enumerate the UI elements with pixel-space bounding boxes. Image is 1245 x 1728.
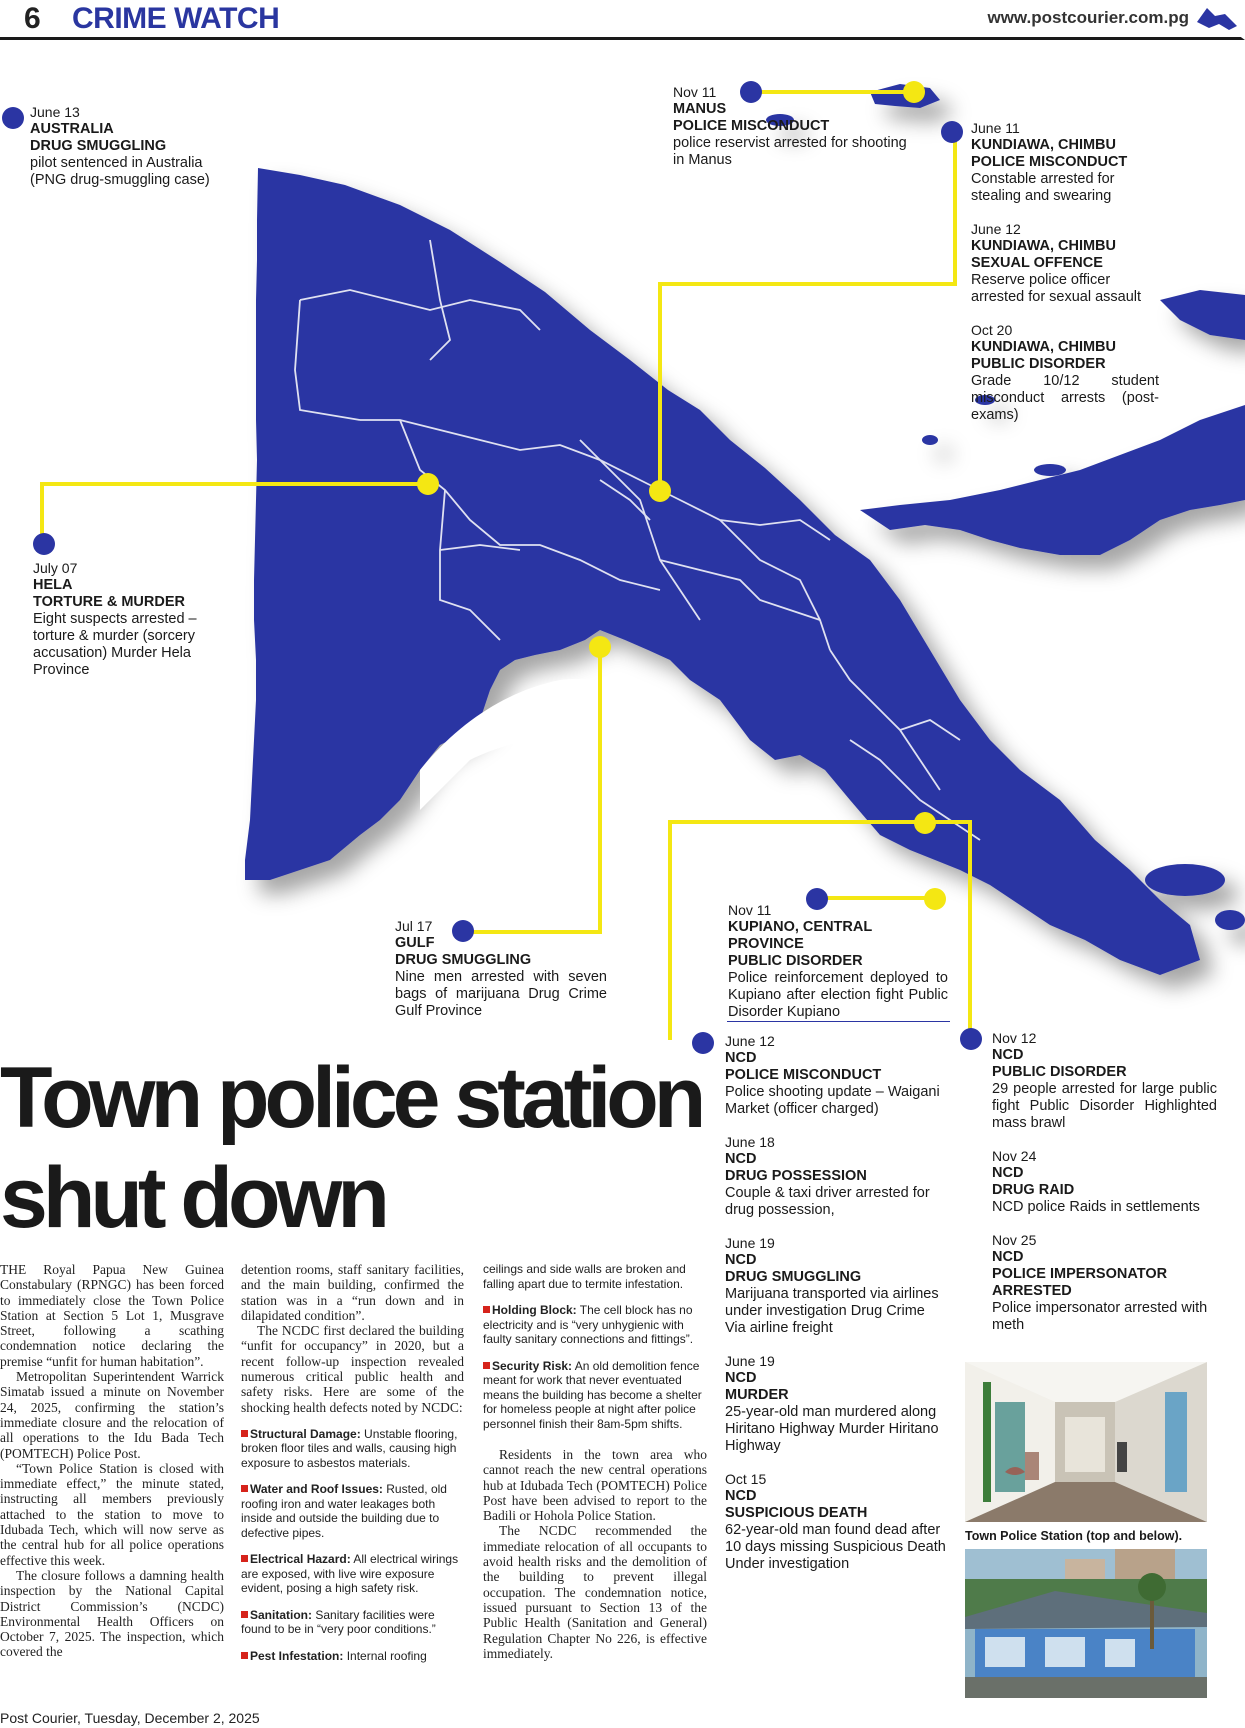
incident-date: June 12	[971, 221, 1021, 237]
incident-kundiawa-2	[971, 221, 1159, 306]
incident-date: Nov 24	[992, 1148, 1037, 1164]
incident-description: 25-year-old man murdered along Hiritano Highway Murder Hiritano Highway	[725, 1404, 939, 1454]
defect-bullet-continued: ceilings and side walls are broken and falling apart due to termite infestation.	[483, 1262, 686, 1291]
incident-date: June 19	[725, 1353, 775, 1369]
incident-location: AUSTRALIA	[30, 121, 114, 137]
defect-bullet: Pest Infestation: Internal roofing	[241, 1649, 464, 1664]
article-paragraph: “Town Police Station is closed with immediate effect,” the minute stated, instructing all members previously attached to the station to move to Idubada Tech, which will now serve as the central hub for all police operations effective this week.	[0, 1460, 224, 1568]
article-paragraph: THE Royal Papua New Guinea Constabulary (RPNGC) has been forced to immediately close the Town Police Station at Section 5 Lot 1, Musgrave Street, following a scathing condemnation notice declaring the premise “unfit for human habitation”.	[0, 1262, 224, 1369]
marker-dot-hela[interactable]	[33, 533, 55, 555]
incident-location: NCD	[725, 1370, 757, 1386]
incident-ncd-4	[725, 1353, 947, 1455]
article-paragraph: Metropolitan Superintendent Warrick Simatab issued a minute on November 24, 2025, confirming the station’s immediate closure and the relocation of all operations to the Idu Bada Tech (POMTECH) Police Post.	[0, 1369, 224, 1461]
corridor-image	[965, 1362, 1207, 1522]
incident-category: POLICE MISCONDUCT	[971, 154, 1128, 170]
incident-kundiawa-3	[971, 322, 1159, 424]
incident-category: SUSPICIOUS DEATH	[725, 1505, 868, 1521]
page-number: 6	[24, 2, 41, 35]
incident-category: POLICE MISCONDUCT	[725, 1067, 882, 1083]
incident-location: KUNDIAWA, CHIMBU	[971, 137, 1116, 153]
incident-location: NCD	[725, 1252, 757, 1268]
defect-bullet: Security Risk: An old demolition fence meant for work that never eventuated means the building has become a shelter for homeless people at night after police personnel finish their 8am-5pm shifts.	[483, 1358, 702, 1431]
article-paragraph: The NCDC first declared the building “unfit for occupancy” in 2020, but a recent follow-up inspection revealed numerous critical public health and safety risks. Here are some of the shocking health defects noted by NCDC:	[241, 1323, 464, 1415]
incident-category: MURDER	[725, 1387, 789, 1403]
incident-date: Oct 20	[971, 322, 1013, 338]
incident-category: TORTURE & MURDER	[33, 594, 185, 610]
incident-ncd-6	[992, 1030, 1217, 1132]
incident-description: NCD police Raids in settlements	[992, 1199, 1200, 1215]
bullet-square-icon	[483, 1306, 490, 1313]
incident-date: July 07	[33, 560, 78, 576]
incident-description: Eight suspects arrested – torture & murder (sorcery accusation) Murder Hela Province	[33, 611, 197, 678]
photo-station-exterior[interactable]	[965, 1549, 1207, 1698]
article-paragraph: Residents in the town area who cannot reach the new central operations hub at Idubada Tech (POMTECH) Police Post have been advised to report to the Badili or Hohola Police Station.	[483, 1447, 707, 1524]
incident-location: KUNDIAWA, CHIMBU	[971, 238, 1116, 254]
incident-date: Nov 11	[673, 84, 717, 100]
article-paragraph: The closure follows a damning health inspection by the National Capital District Commission’s (NCDC) Environmental Health Officers on October 7, 2025. The inspection, which covered the	[0, 1567, 224, 1660]
incident-category: PUBLIC DISORDER	[971, 356, 1106, 372]
article-column-3	[483, 1262, 707, 1661]
incident-description: pilot sentenced in Australia (PNG drug-smuggling case)	[30, 155, 210, 188]
incident-category: DRUG RAID	[992, 1182, 1075, 1198]
marker-yellow-chimbu[interactable]	[649, 480, 671, 502]
incident-location: GULF	[395, 935, 435, 951]
incident-date: June 11	[971, 120, 1020, 136]
incident-category: DRUG POSSESSION	[725, 1168, 867, 1184]
incident-description: Grade 10/12 student misconduct arrests (post-exams)	[971, 373, 1159, 423]
incident-location: HELA	[33, 577, 73, 593]
incident-hela	[33, 560, 242, 679]
article-column-2	[241, 1262, 464, 1675]
incident-description: Police reinforcement deployed to Kupiano after election fight Public Disorder Kupiano	[728, 970, 948, 1020]
incident-date: Nov 25	[992, 1232, 1037, 1248]
incident-description: Reserve police officer arrested for sexual assault	[971, 272, 1142, 305]
incident-category: PUBLIC DISORDER	[992, 1064, 1127, 1080]
article-paragraph: The NCDC recommended the immediate relocation of all occupants to avoid health risks and the demolition of the building to prevent illegal occupation. The condemnation notice, issued pursuant to Section 13 of the Public Health (Sanitation and General) Regulation Chapter No 226, is effective immediately.	[483, 1523, 707, 1661]
article-body	[0, 1262, 710, 1692]
incident-date: Oct 15	[725, 1471, 767, 1487]
section-title: CRIME WATCH	[72, 2, 280, 35]
marker-yellow-hela[interactable]	[417, 473, 439, 495]
defect-bullet: Sanitation: Sanitary facilities were found to be in “very poor conditions.”	[241, 1607, 436, 1637]
incident-ncd-5	[725, 1471, 947, 1573]
incident-description: Police impersonator arrested with meth	[992, 1300, 1208, 1333]
incident-location: NCD	[992, 1249, 1024, 1265]
article-column-1	[0, 1262, 224, 1660]
marker-dot-australia[interactable]	[2, 107, 24, 129]
building-image	[965, 1549, 1207, 1698]
photo-caption: Town Police Station (top and below).	[965, 1529, 1183, 1543]
incident-location: NCD	[725, 1151, 757, 1167]
incident-category: DRUG SMUGGLING	[725, 1269, 862, 1285]
incident-kupiano	[728, 902, 948, 1021]
incident-location: NCD	[992, 1047, 1024, 1063]
incident-ncd-7	[992, 1148, 1217, 1216]
incident-date: Nov 11	[728, 902, 772, 918]
incident-location: NCD	[725, 1488, 757, 1504]
incident-date: June 12	[725, 1033, 775, 1049]
incident-category: POLICE MISCONDUCT	[673, 118, 830, 134]
incident-category: POLICE IMPERSONATOR ARRESTED	[992, 1266, 1168, 1299]
incident-description: Police shooting update – Waigani Market (officer charged)	[725, 1084, 940, 1117]
incident-ncd-right-column	[992, 1030, 1217, 1334]
marker-yellow-gulf[interactable]	[589, 636, 611, 658]
incident-description: 29 people arrested for large public fight Public Disorder Highlighted mass brawl	[992, 1081, 1217, 1131]
incident-description: Nine men arrested with seven bags of marijuana Drug Crime Gulf Province	[395, 969, 607, 1019]
incident-kundiawa-1	[971, 120, 1159, 205]
incident-ncd-left-column	[725, 1033, 947, 1573]
defect-bullet: Structural Damage: Unstable flooring, broken floor tiles and walls, causing high exposure to asbestos materials.	[241, 1426, 458, 1470]
defect-bullet: Holding Block: The cell block has no electricity and is “very unhygienic with faulty sanitary connections and fittings”.	[483, 1303, 694, 1346]
incident-ncd-3	[725, 1235, 947, 1337]
bullet-square-icon	[241, 1485, 248, 1492]
incident-date: June 18	[725, 1134, 775, 1150]
headline-line-2: shut down	[0, 1150, 385, 1246]
incident-australia	[30, 104, 230, 189]
incident-location: KUPIANO, CENTRAL PROVINCE	[728, 919, 872, 952]
defect-bullet: Electrical Hazard: All electrical wirings are exposed, with live wire exposure evident, posing a high safety risk.	[241, 1552, 459, 1596]
bullet-square-icon	[241, 1611, 248, 1618]
incident-ncd-2	[725, 1134, 947, 1219]
bullet-square-icon	[241, 1430, 248, 1437]
marker-dot-kundiawa[interactable]	[941, 121, 963, 143]
incident-category: DRUG SMUGGLING	[395, 952, 532, 968]
divider	[727, 1021, 950, 1022]
incident-category: SEXUAL OFFENCE	[971, 255, 1103, 271]
incident-manus	[673, 84, 908, 169]
bullet-square-icon	[241, 1652, 248, 1659]
bullet-square-icon	[241, 1555, 248, 1562]
incident-category: DRUG SMUGGLING	[30, 138, 167, 154]
incident-location: NCD	[992, 1165, 1024, 1181]
article-paragraph: detention rooms, staff sanitary facilities, and the main building, confirmed the station was in a “run down and in dilapidated condition”.	[241, 1262, 464, 1323]
bullet-square-icon	[483, 1362, 490, 1369]
incident-location: KUNDIAWA, CHIMBU	[971, 339, 1116, 355]
marker-yellow-ncd[interactable]	[914, 812, 936, 834]
incident-gulf	[395, 918, 607, 1020]
headline-line-1: Town police station	[0, 1050, 702, 1146]
incident-date: Nov 12	[992, 1030, 1037, 1046]
incident-description: police reservist arrested for shooting in Manus	[673, 135, 907, 168]
incident-kundiawa-group	[971, 120, 1159, 424]
incident-description: Couple & taxi driver arrested for drug possession,	[725, 1185, 930, 1218]
defect-bullet: Water and Roof Issues: Rusted, old roofing iron and water leakages both inside and outside the building due to defective pipes.	[241, 1482, 447, 1540]
incident-location: NCD	[725, 1050, 757, 1066]
incident-category: PUBLIC DISORDER	[728, 953, 863, 969]
incident-description: Marijuana transported via airlines under investigation Drug Crime Via airline freight	[725, 1286, 939, 1336]
headline	[0, 1048, 720, 1248]
incident-date: June 19	[725, 1235, 775, 1251]
site-url[interactable]: www.postcourier.com.pg	[987, 8, 1189, 27]
incident-ncd-8	[992, 1232, 1217, 1334]
photo-station-interior[interactable]	[965, 1362, 1207, 1522]
page-footer: Post Courier, Tuesday, December 2, 2025	[0, 1710, 260, 1726]
incident-location: MANUS	[673, 101, 727, 117]
incident-date: Jul 17	[395, 918, 433, 934]
marker-dot-ncd-right[interactable]	[960, 1028, 982, 1050]
incident-description: Constable arrested for stealing and swearing	[971, 171, 1115, 204]
incident-description: 62-year-old man found dead after 10 days missing Suspicious Death Under investigation	[725, 1522, 946, 1572]
incident-ncd-1	[725, 1033, 947, 1118]
incident-date: June 13	[30, 104, 80, 120]
